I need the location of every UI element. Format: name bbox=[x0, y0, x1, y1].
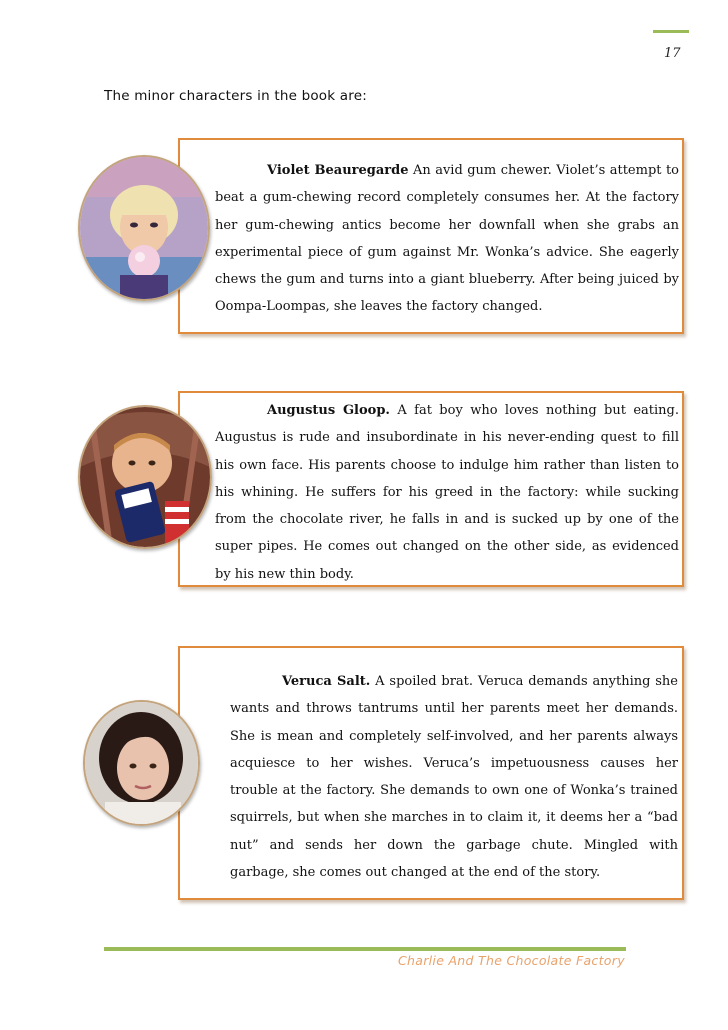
intro-text: The minor characters in the book are: bbox=[104, 88, 367, 104]
character-name: Violet Beauregarde bbox=[267, 163, 409, 178]
character-description: A spoiled brat. Veruca demands anything she wants and throws tantrums until her parents meet her demands. She is mean and completely self-involved, and her parents always acquiesce to her wishes. Veruca’s impetuousness causes her trouble at the factory. She demands to own one of Wonka’s trained squirrels, but when she marches in to claim it, it deems her a “bad nut” and sends her down the garbage chute. Mingled with garbage, she comes out changed at the end of the story. bbox=[230, 674, 678, 881]
augustus-portrait-icon bbox=[78, 405, 212, 549]
character-card-augustus bbox=[178, 391, 684, 587]
character-card-violet bbox=[178, 138, 684, 334]
character-text bbox=[215, 157, 679, 321]
footer-title: Charlie And The Chocolate Factory bbox=[398, 953, 625, 968]
header-rule bbox=[653, 30, 689, 33]
character-text bbox=[230, 668, 678, 886]
veruca-portrait-icon bbox=[83, 700, 200, 826]
character-name: Augustus Gloop. bbox=[267, 403, 390, 418]
violet-portrait-icon bbox=[78, 155, 210, 301]
character-card-veruca bbox=[178, 646, 684, 900]
character-description: An avid gum chewer. Violet’s attempt to beat a gum-chewing record completely consumes her. At the factory her gum-chewing antics become her downfall when she grabs an experimental piece of gum against Mr. Wonka’s advice. She eagerly chews the gum and turns into a giant blueberry. After being juiced by Oompa-Loompas, she leaves the factory changed. bbox=[215, 163, 680, 315]
character-description: A fat boy who loves nothing but eating. Augustus is rude and insubordinate in his never-ending quest to fill his own face. His parents choose to indulge him rather than listen to his whining. He suffers for his greed in the factory: while sucking from the chocolate river, he falls in and is sucked up by one of the super pipes. He comes out changed on the other side, as evidenced by his new thin body. bbox=[215, 403, 679, 582]
page-number: 17 bbox=[664, 46, 681, 61]
footer-rule bbox=[104, 947, 626, 951]
character-name: Veruca Salt. bbox=[282, 674, 371, 689]
character-text bbox=[215, 397, 679, 588]
